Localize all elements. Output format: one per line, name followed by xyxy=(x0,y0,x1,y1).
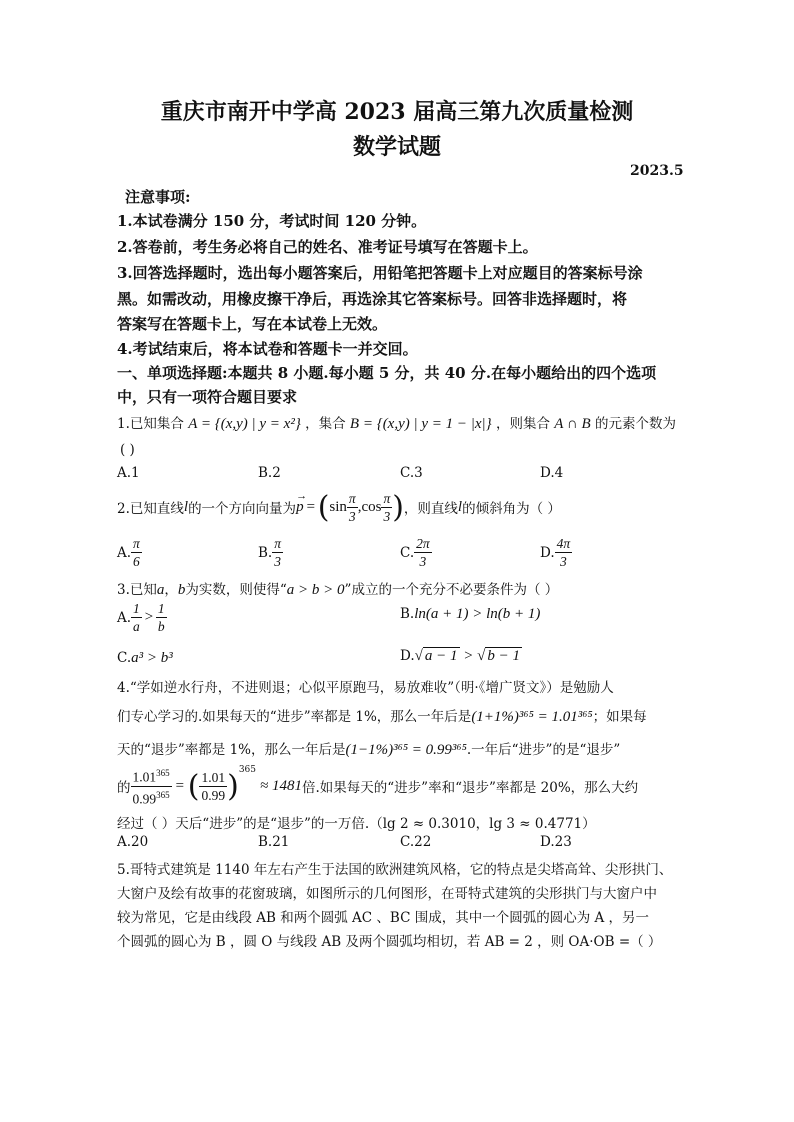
q1-option-b: B.2 xyxy=(258,465,281,481)
q1-suffix: ，则集合 xyxy=(495,416,550,432)
q4-line-4: 的 $\frac{1.01^{365}}{0.99^{365}}$ = ( $\frac{1.01}{0.99}$ ) $^{365}$ ≈ 1481 倍.如果每天的“进步”率和“退步”率都是 20%，那么大约 xyxy=(117,765,639,806)
q2-tail: 的倾斜角为（ ） xyxy=(462,501,561,517)
q1-option-a: A.1 xyxy=(117,465,140,481)
q4-line-3: 天的“退步”率都是 1%，那么一年后是(1−1%)³⁶⁵ = 0.99³⁶⁵.一年后“进步”的是“退步” xyxy=(117,742,621,758)
q2-vector-p: → p xyxy=(296,489,308,515)
q4-option-b: B.21 xyxy=(258,834,290,850)
q5-line-1: 5.哥特式建筑是 1140 年左右产生于法国的欧洲建筑风格，它的特点是尖塔高耸、尖形拱门、 xyxy=(117,862,673,878)
q5-line-4: 个圆弧的圆心为 B ，圆 O 与线段 AB 及两个圆弧均相切，若 AB = 2 ，则 OA·OB =（ ） xyxy=(117,934,662,950)
q3-option-d: D.√ a − 1 > √ b − 1 xyxy=(400,648,520,664)
q1-set-a: A = {(x,y) | y = x²} xyxy=(188,416,301,432)
question-2: 2.已知直线 l 的一个方向向量为 → p = ( sin $\frac{\pi}{3}$ ,cos $\frac{\pi}{3}$ ) ，则直线 l 的倾斜角为（ ） xyxy=(117,489,561,525)
q3-condition: a > b > 0 xyxy=(286,582,345,598)
q1-prefix: 1.已知集合 xyxy=(117,416,184,432)
q1-option-c: C.3 xyxy=(400,465,423,481)
notice-item-2: 2.答卷前，考生务必将自己的姓名、准考证号填写在答题卡上。 xyxy=(117,238,538,256)
q5-line-2: 大窗户及绘有故事的花窗玻璃，如图所示的几何图形，在哥特式建筑的尖形拱门与大窗户中 xyxy=(117,886,657,902)
q2-option-d: D. $\frac{4\pi}{3}$ xyxy=(540,536,571,569)
q2-line-l: l xyxy=(183,498,189,515)
section-heading-line-2: 中，只有一项符合题目要求 xyxy=(117,388,298,406)
q1-intersection: A ∩ B xyxy=(554,416,591,432)
notice-item-1: 1.本试卷满分 150 分，考试时间 120 分钟。 xyxy=(117,212,427,230)
q2-option-b: B. $\frac{\pi}{3}$ xyxy=(258,536,281,569)
exam-subject: 数学试题 xyxy=(352,134,441,160)
q2-option-c: C. $\frac{2\pi}{3}$ xyxy=(400,536,430,569)
q5-line-3: 较为常见，它是由线段 AB 和两个圆弧 AC 、BC 围成，其中一个圆弧的圆心为 A ，另一 xyxy=(117,910,650,926)
q1-option-d: D.4 xyxy=(540,465,564,481)
q2-option-a: A. $\frac{\pi}{6}$ xyxy=(117,536,140,569)
notice-item-4: 4.考试结束后，将本试卷和答题卡一并交回。 xyxy=(117,340,418,358)
q4-option-c: C.22 xyxy=(400,834,432,850)
q3-option-b: B.ln(a + 1) > ln(b + 1) xyxy=(400,606,541,622)
question-3: 3.已知a，b为实数，则使得“a > b > 0”成立的一个充分不必要条件为（ ） xyxy=(117,582,559,598)
q4-line-2: 们专心学习的.如果每天的“进步”率都是 1%，那么一年后是(1+1%)³⁶⁵ = 1.01³⁶⁵；如果每 xyxy=(117,709,647,725)
q3-option-a: A. $\frac{1}{a}$ > $\frac{1}{b}$ xyxy=(117,601,165,634)
q1-set-b: B = {(x,y) | y = 1 − |x|} xyxy=(349,416,492,432)
q2-pi-over-3-b: $\frac{\pi}{3}$ xyxy=(383,490,391,524)
notice-item-3-line-2: 黑。如需改动，用橡皮擦干净后，再选涂其它答案标号。回答非选择题时，将 xyxy=(117,290,628,308)
q2-pi-over-3-a: $\frac{\pi}{3}$ xyxy=(348,490,356,524)
q3-option-c: C.a³ > b³ xyxy=(117,650,173,666)
q2-prefix: 2.已知直线 xyxy=(117,501,184,517)
q2-mid: 的一个方向向量为 xyxy=(188,501,297,517)
q4-option-a: A.20 xyxy=(117,834,149,850)
q2-suffix: ，则直线 xyxy=(403,501,458,517)
q4-line-1: 4.“学如逆水行舟，不进则退；心似平原跑马，易放难收”（明·《增广贤文》）是勉励人 xyxy=(117,680,614,696)
q4-line-5: 经过（ ）天后“进步”的是“退步”的一万倍.（lg 2 ≈ 0.3010，lg 3 ≈ 0.4771） xyxy=(117,816,596,832)
question-1 xyxy=(117,412,676,433)
exam-date: 2023.5 xyxy=(630,163,684,179)
exam-title: 重庆市南开中学高 2023 届高三第九次质量检测 xyxy=(160,99,634,125)
notice-item-3-line-1: 3.回答选择题时，选出每小题答案后，用铅笔把答题卡上对应题目的答案标号涂 xyxy=(117,264,643,282)
q1-tail: 的元素个数为 xyxy=(594,416,676,432)
q4-option-d: D.23 xyxy=(540,834,572,850)
q1-answer-paren: ( ) xyxy=(120,442,135,458)
section-heading-line-1: 一、单项选择题:本题共 8 小题.每小题 5 分，共 40 分.在每小题给出的四个选项 xyxy=(117,364,657,382)
q1-mid: ，集合 xyxy=(305,416,346,432)
notice-heading: 注意事项: xyxy=(125,188,191,206)
notice-item-3-line-3: 答案写在答题卡上，写在本试卷上无效。 xyxy=(117,315,388,333)
